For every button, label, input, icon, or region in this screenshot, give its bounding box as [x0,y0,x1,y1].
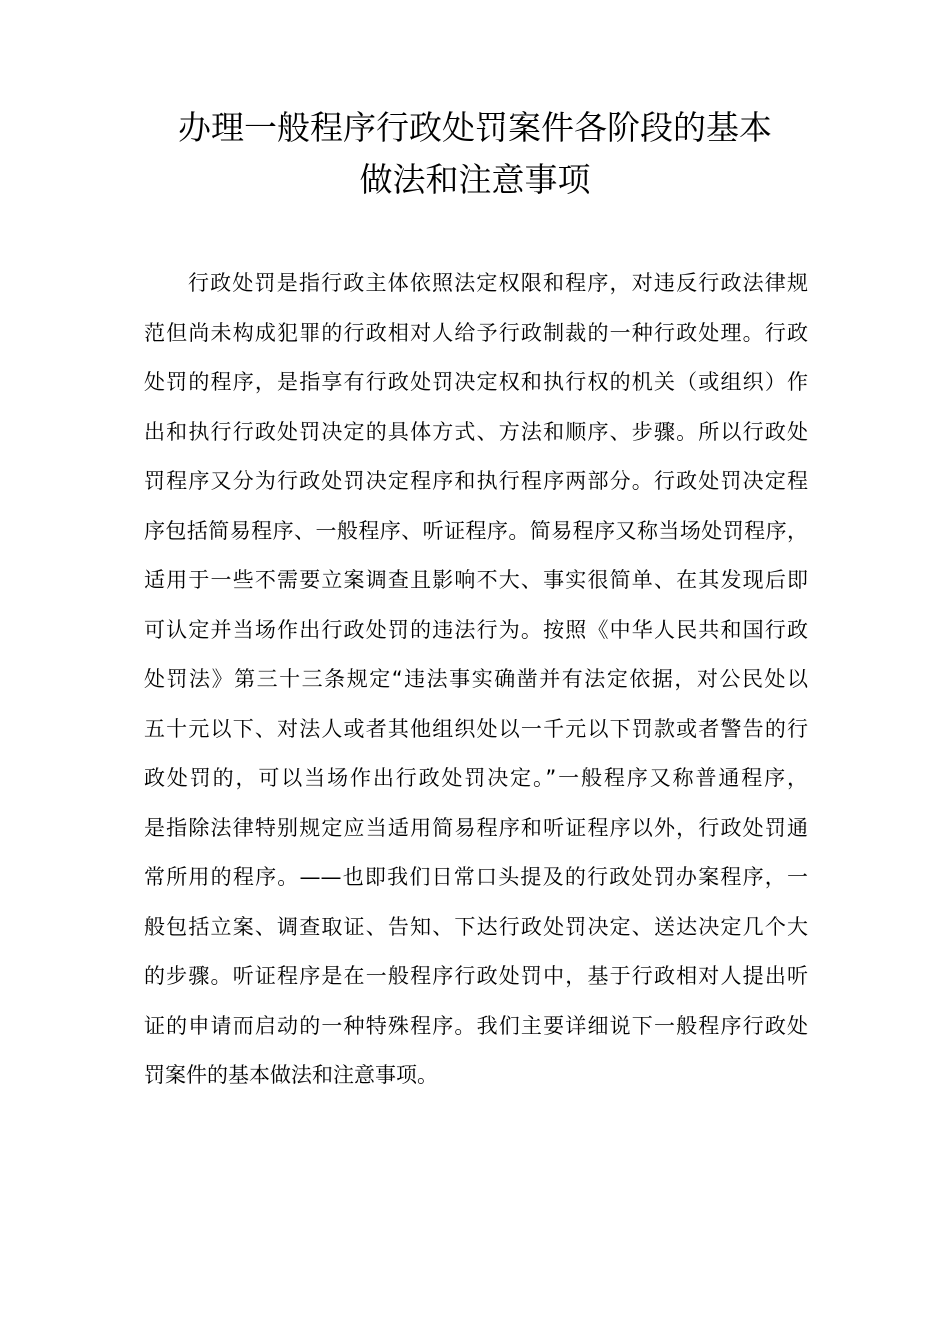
paragraph-line: 处罚的程序，是指享有行政处罚决定权和执行权的机关（或组织）作 [144,370,808,394]
paragraph-line: 常所用的程序。——也即我们日常口头提及的行政处罚办案程序，一 [144,865,808,889]
paragraph-line: 五十元以下、对法人或者其他组织处以一千元以下罚款或者警告的行 [144,716,808,741]
paragraph-line: 可认定并当场作出行政处罚的违法行为。按照《中华人民共和国行政 [144,617,808,642]
paragraph-line: 出和执行行政处罚决定的具体方式、方法和顺序、步骤。所以行政处 [144,419,808,444]
paragraph-line: 罚程序又分为行政处罚决定程序和执行程序两部分。行政处罚决定程 [144,469,808,493]
document-title [140,102,810,206]
title-line-2: 做法和注意事项 [359,160,591,199]
paragraph-line: 适用于一些不需要立案调查且影响不大、事实很简单、在其发现后即 [144,568,808,592]
paragraph-line: 证的申请而启动的一种特殊程序。我们主要详细说下一般程序行政处 [144,1013,808,1038]
body-paragraph [144,259,808,1101]
title-line-1: 办理一般程序行政处罚案件各阶段的基本 [178,108,772,147]
paragraph-line: 范但尚未构成犯罪的行政相对人给予行政制裁的一种行政处理。行政 [144,320,808,345]
paragraph-line: 政处罚的，可以当场作出行政处罚决定。”一般程序又称普通程序， [144,766,808,790]
paragraph-line: 处罚法》第三十三条规定“违法事实确凿并有法定依据，对公民处以 [144,667,808,691]
paragraph-line: 序包括简易程序、一般程序、听证程序。简易程序又称当场处罚程序， [144,518,808,543]
paragraph-line: 的步骤。听证程序是在一般程序行政处罚中，基于行政相对人提出听 [144,964,808,988]
paragraph-line: 是指除法律特别规定应当适用简易程序和听证程序以外，行政处罚通 [144,815,808,840]
paragraph-line: 罚案件的基本做法和注意事项。 [144,1063,438,1087]
paragraph-line: 般包括立案、调查取证、告知、下达行政处罚决定、送达决定几个大 [144,914,808,939]
paragraph-line: 行政处罚是指行政主体依照法定权限和程序，对违反行政法律规 [188,271,808,295]
